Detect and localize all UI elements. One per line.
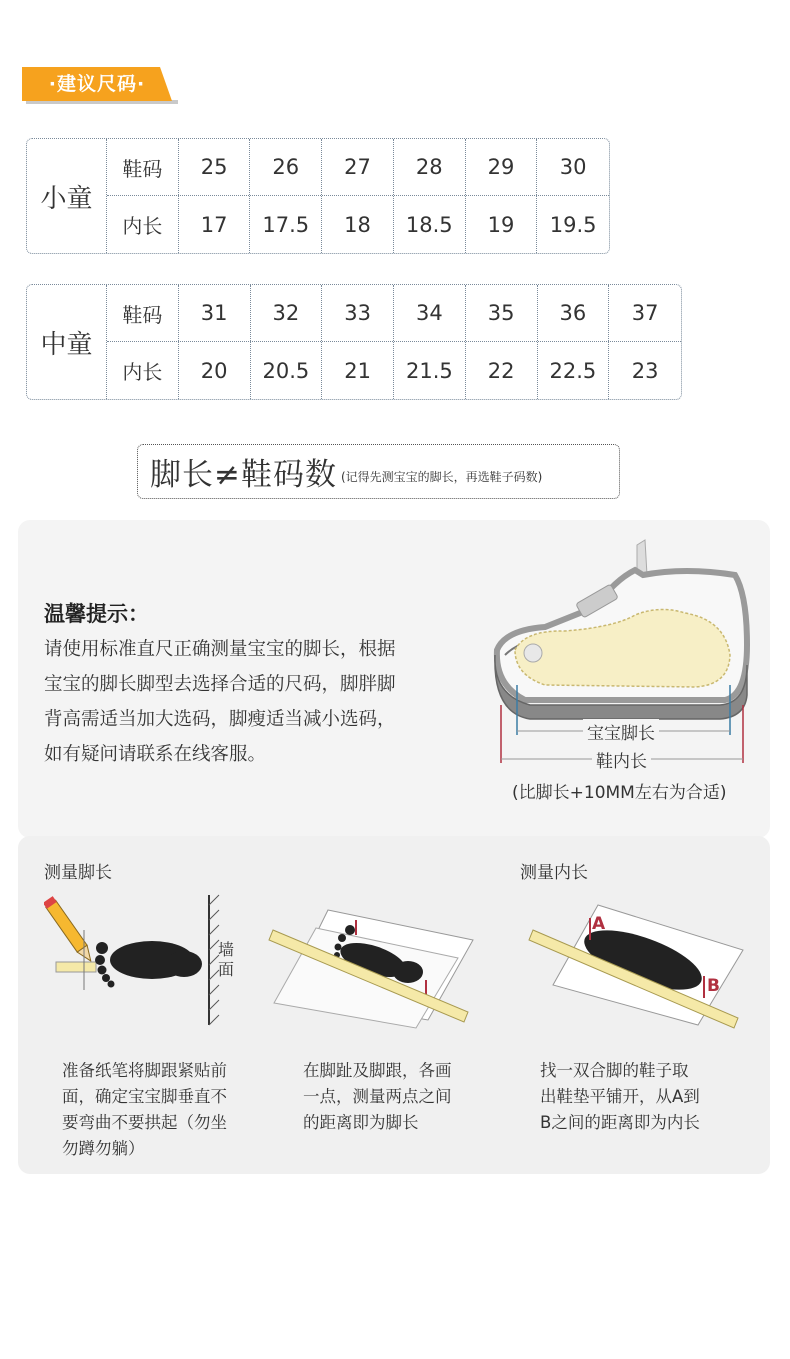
length-cell: 22.5 (538, 342, 610, 399)
measure-foot-title: 测量脚长 (44, 863, 112, 883)
length-cell: 18 (322, 196, 394, 253)
tips-line: 请使用标准直尺正确测量宝宝的脚长，根据 (44, 639, 396, 660)
size-table-mid (26, 284, 682, 400)
size-cell: 31 (179, 285, 251, 341)
length-cell: 18.5 (394, 196, 466, 253)
desc-line: 的距离即为脚长 (303, 1113, 419, 1132)
wall-label (218, 940, 238, 980)
step-desc-3 (540, 1058, 700, 1136)
length-row (107, 342, 681, 399)
size-cell: 29 (466, 139, 538, 195)
size-row (107, 285, 681, 342)
length-cell: 21.5 (394, 342, 466, 399)
size-cell: 35 (466, 285, 538, 341)
length-row (107, 196, 609, 253)
tips-line: 背高需适当加大选码，脚瘦适当减小选码， (44, 709, 396, 730)
length-cell: 23 (631, 358, 659, 383)
note-main-text: 脚长≠鞋码数 (150, 457, 337, 493)
step-desc-2 (303, 1058, 452, 1136)
size-cell: 26 (250, 139, 322, 195)
tips-title: 温馨提示： (44, 602, 149, 626)
point-a-label: A (592, 914, 606, 934)
row-label-size: 鞋码 (107, 139, 179, 195)
label-shoe-inner-length: 鞋内长 (592, 747, 651, 772)
wall-label-text: 墙面 (218, 940, 235, 979)
size-cell: 37 (631, 301, 659, 325)
desc-line: 一点，测量两点之间 (303, 1087, 452, 1106)
label-baby-foot-length: 宝宝脚长 (583, 719, 659, 744)
foot-vs-size-note (137, 444, 620, 499)
desc-line: 勿蹲勿躺） (62, 1139, 145, 1158)
desc-line: 要弯曲不要拱起（勿坐 (62, 1113, 227, 1132)
tag-label: ·建议尺码· (48, 73, 146, 95)
desc-line: 准备纸笔将脚跟紧贴前 (62, 1061, 227, 1080)
size-cell: 34 (394, 285, 466, 341)
length-cell: 19.5 (549, 212, 597, 237)
tips-line: 宝宝的脚长脚型去选择合适的尺码，脚胖脚 (44, 674, 396, 695)
length-cell: 22 (466, 342, 538, 399)
length-cell: 17 (179, 196, 251, 253)
foot-paper-illustration (268, 900, 478, 1030)
desc-line: 找一双合脚的鞋子取 (540, 1061, 689, 1080)
desc-line: 出鞋垫平铺开，从A到 (540, 1087, 700, 1106)
size-cell: 33 (322, 285, 394, 341)
insole-illustration (528, 900, 748, 1030)
tips-caption: (比脚长+10MM左右为合适) (512, 783, 727, 803)
tips-text (44, 632, 444, 772)
desc-line: 面，确定宝宝脚垂直不 (62, 1087, 227, 1106)
point-b-label: B (707, 976, 720, 996)
size-cell: 36 (538, 285, 610, 341)
step-desc-1 (62, 1058, 227, 1162)
size-table-small (26, 138, 610, 254)
row-label-length: 内长 (107, 196, 179, 253)
desc-line: 在脚趾及脚跟，各画 (303, 1061, 452, 1080)
size-cell: 28 (394, 139, 466, 195)
size-cell: 27 (322, 139, 394, 195)
length-cell: 19 (466, 196, 538, 253)
size-cell: 32 (251, 285, 323, 341)
group-label: 小童 (27, 139, 107, 253)
size-cell: 25 (179, 139, 251, 195)
length-cell: 21 (322, 342, 394, 399)
tips-line: 如有疑问请联系在线客服。 (44, 744, 267, 765)
row-label-length: 内长 (107, 342, 179, 399)
size-row (107, 139, 609, 196)
length-cell: 20 (179, 342, 251, 399)
note-sub-text: (记得先测宝宝的脚长，再选鞋子码数) (340, 470, 543, 484)
size-cell: 30 (559, 155, 587, 179)
row-label-size: 鞋码 (107, 285, 179, 341)
measure-inner-title: 测量内长 (520, 863, 588, 883)
section-tag (22, 67, 178, 105)
group-label: 中童 (27, 285, 107, 399)
desc-line: B之间的距离即为内长 (540, 1113, 700, 1132)
foot-wall-illustration (44, 890, 244, 1030)
length-cell: 20.5 (251, 342, 323, 399)
length-cell: 17.5 (250, 196, 322, 253)
